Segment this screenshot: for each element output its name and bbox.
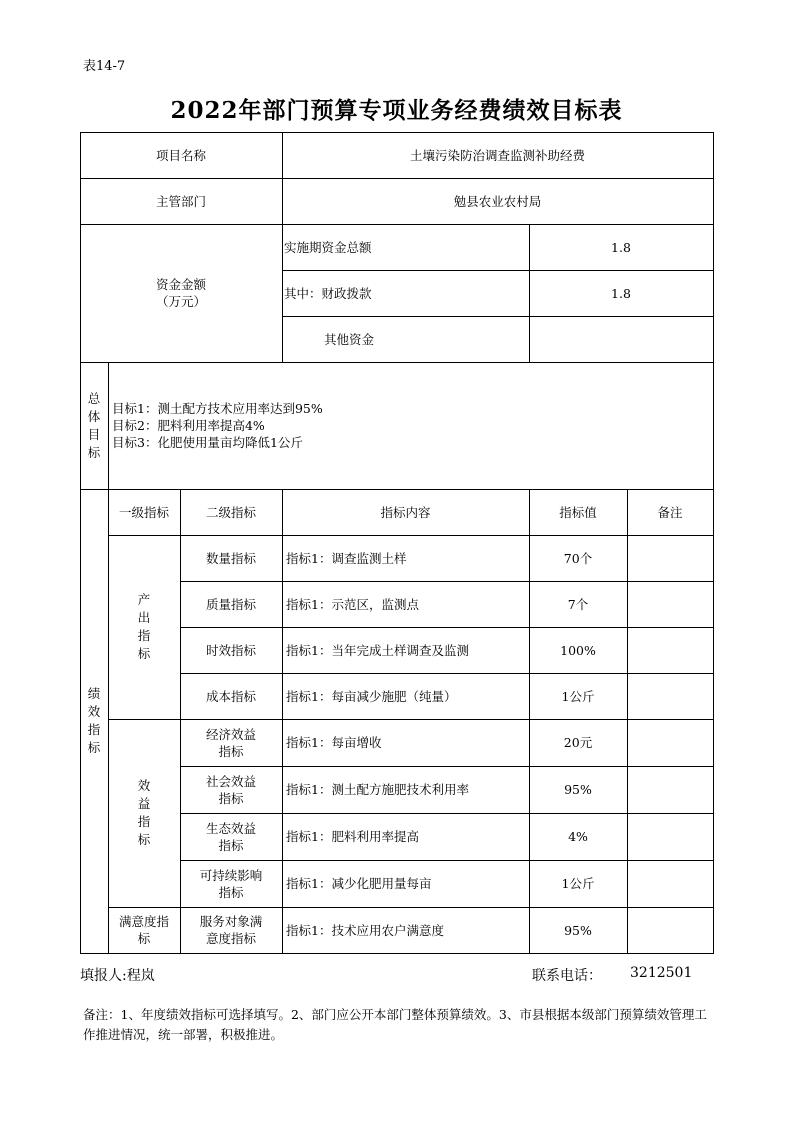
row-value: 1公斤	[561, 688, 595, 704]
total-funds-value: 1.8	[611, 239, 631, 255]
row-remark	[627, 627, 713, 673]
row-content: 指标1：减少化肥用量每亩	[286, 876, 432, 891]
header-content: 指标内容	[380, 504, 431, 520]
filler-name: 填报人:程岚	[80, 968, 155, 984]
row-level2: 数量指标	[205, 550, 256, 566]
row-content: 指标1：当年完成土样调查及监测	[286, 642, 469, 658]
row-level2: 时效指标	[205, 642, 256, 658]
project-name-value: 土壤污染防治调查监测补助经费	[409, 147, 585, 163]
header-level2: 二级指标	[205, 504, 256, 520]
footnote: 备注：1、年度绩效指标可选择填写。2、部门应公开本部门整体预算绩效。3、市县根据本级部门预算绩效管理工作推进情况，统一部署，积极推进。	[83, 1007, 707, 1042]
row-level2: 生态效益指标	[205, 820, 256, 853]
other-funds-label: 其他资金	[324, 331, 375, 347]
row-level2: 可持续影响指标	[199, 867, 263, 900]
row-level2: 经济效益指标	[205, 726, 256, 759]
fiscal-funds-value: 1.8	[611, 285, 631, 301]
phone-label: 联系电话：	[532, 968, 602, 984]
row-remark	[627, 813, 713, 860]
row-value: 1公斤	[561, 876, 595, 891]
perf-label: 绩效指标	[87, 686, 101, 755]
funds-label-line2: （万元）	[155, 294, 206, 309]
row-remark	[627, 907, 713, 953]
row-content: 指标1：测土配方施肥技术利用率	[286, 782, 469, 797]
row-value: 4%	[568, 829, 588, 844]
project-name-label: 项目名称	[155, 147, 206, 163]
row-level2: 质量指标	[205, 596, 256, 612]
other-funds-value	[529, 316, 713, 362]
fiscal-funds-label: 其中：财政拨款	[284, 285, 372, 301]
table-number: 表14-7	[83, 59, 126, 74]
page-title: 2022年部门预算专项业务经费绩效目标表	[170, 97, 623, 124]
row-remark	[627, 766, 713, 813]
group-benefit-label: 效益指标	[137, 778, 151, 847]
header-remark: 备注	[657, 504, 683, 520]
row-level2: 社会效益指标	[205, 773, 256, 806]
group-output-cell	[108, 535, 180, 719]
row-remark	[627, 535, 713, 581]
row-content: 指标1：肥料利用率提高	[286, 829, 419, 844]
row-level2: 成本指标	[205, 688, 256, 704]
goal-2: 目标2：肥料利用率提高4%	[112, 418, 265, 433]
row-level2: 服务对象满意度指标	[199, 914, 263, 946]
goal-1: 目标1：测土配方技术应用率达到95%	[112, 401, 323, 416]
row-value: 20元	[563, 735, 593, 750]
perf-label-cell	[80, 489, 108, 953]
row-value: 70个	[563, 550, 593, 566]
row-content: 指标1：技术应用农户满意度	[286, 922, 444, 938]
row-value: 95%	[564, 922, 592, 938]
header-value: 指标值	[559, 504, 597, 520]
group-benefit-cell	[108, 719, 180, 907]
funds-label	[80, 224, 282, 362]
overall-goals-label-cell	[80, 362, 108, 489]
row-remark	[627, 719, 713, 766]
row-content: 指标1：每亩减少施肥（纯量）	[286, 688, 457, 704]
group-satisfaction-label: 满意度指标	[118, 914, 169, 946]
row-content: 指标1：每亩增收	[286, 735, 382, 750]
row-remark	[627, 673, 713, 719]
group-output-label: 产出指标	[137, 592, 151, 661]
row-remark	[627, 860, 713, 907]
row-content: 指标1：示范区，监测点	[286, 596, 419, 612]
overall-goals-list	[108, 362, 713, 489]
row-content: 指标1：调查监测土样	[286, 550, 407, 566]
row-value: 100%	[560, 642, 596, 658]
department-label: 主管部门	[155, 193, 206, 209]
overall-goals-label: 总体目标	[87, 390, 101, 460]
row-remark	[627, 581, 713, 627]
total-funds-label: 实施期资金总额	[284, 239, 372, 255]
row-value: 95%	[564, 782, 592, 797]
goal-3: 目标3：化肥使用量亩均降低1公斤	[112, 435, 303, 450]
phone-number: 3212501	[630, 965, 693, 981]
row-value: 7个	[567, 596, 589, 612]
funds-label-line1: 资金金额	[155, 277, 206, 292]
header-level1: 一级指标	[118, 504, 169, 520]
department-value: 勉县农业农村局	[453, 193, 542, 209]
